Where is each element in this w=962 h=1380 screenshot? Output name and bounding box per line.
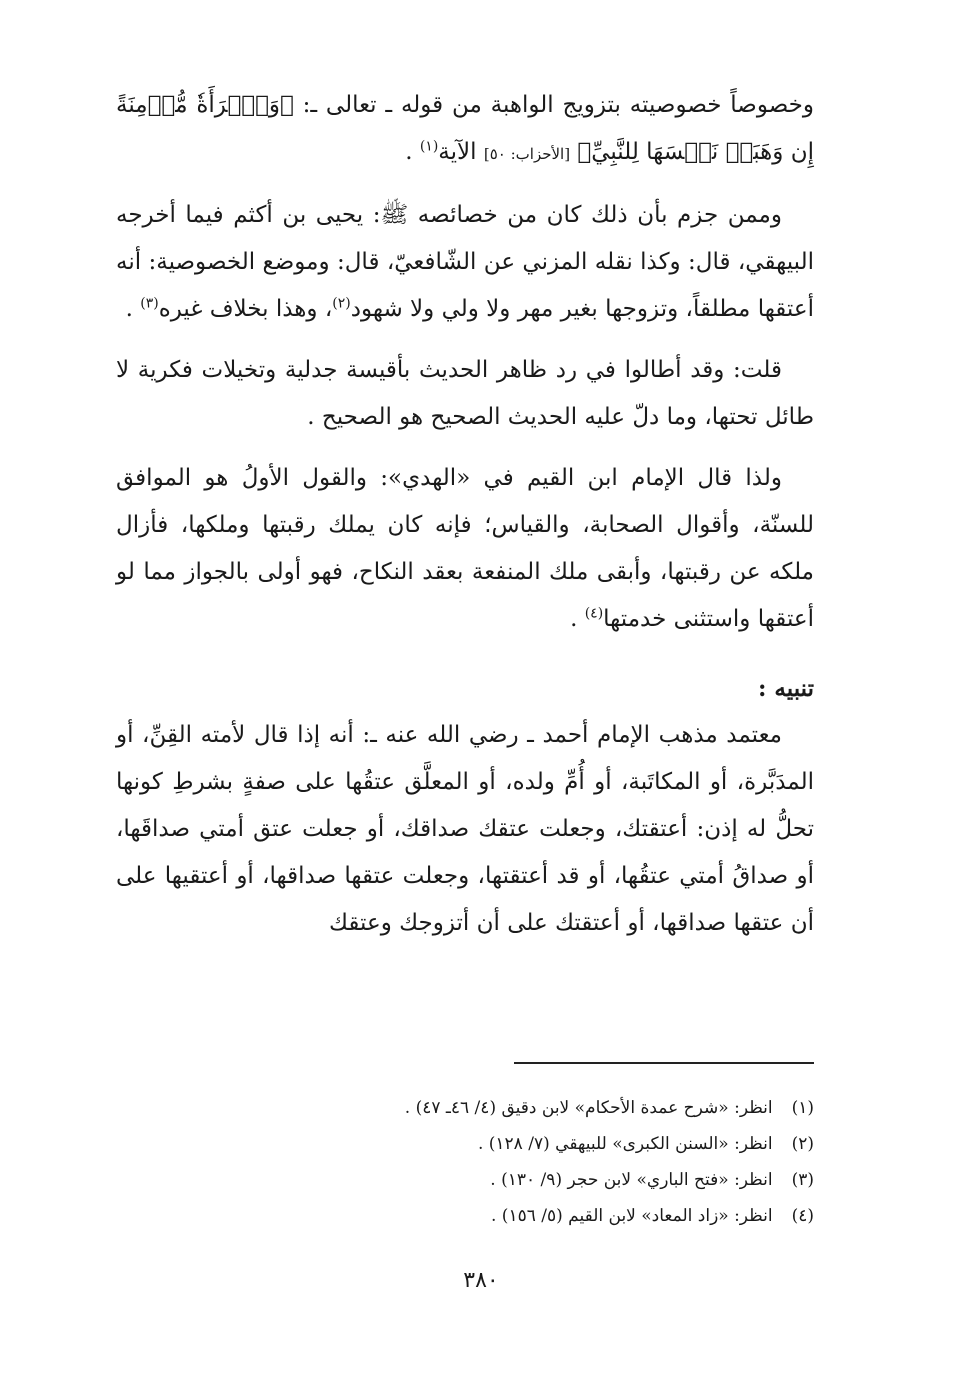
footnote-number: (٤) (791, 1206, 814, 1226)
footnote-number: (١) (791, 1098, 814, 1118)
footnote-marker-4[interactable]: (٤) (584, 605, 604, 622)
paragraph-1-end: . (405, 139, 420, 165)
paragraph-4-end: . (570, 606, 585, 632)
footnote-text: انظر: «شرح عمدة الأحكام» لابن دقيق (٤/ ٤٦ـ ٤٧) . (404, 1098, 773, 1118)
paragraph-2-mid: ، وهذا بخلاف غيره (158, 296, 333, 322)
footnote-4 (300, 1198, 814, 1234)
paragraph-1 (116, 82, 814, 178)
notice-paragraph: معتمد مذهب الإمام أحمد ـ رضي الله عنه ـ: أنه إذا قال لأمته القِنِّ، أو المدَبَّرة، أو المكاتَبة، أو أُمِّ ولده، أو المعلَّق عتقُها على صفةٍ بشرطِ كونها تحلُّ له إذن: أعتقتك، وجعلت عتقك صداقك، أو جعلت عتق أمتي صداقَها، أو صداقُ أمتي عتقُها، أو قد أعتقتها، وجعلت عتقها صداقها، أو أعتقيها على أن عتقها صداقها، أو أعتقتك على أن أتزوجك وعتقك (116, 722, 814, 936)
footnote-number: (٢) (791, 1134, 814, 1154)
footnote-number: (٣) (791, 1170, 814, 1190)
paragraph-1-tail: الآية (438, 139, 484, 165)
footnote-marker-3[interactable]: (٣) (140, 295, 159, 312)
footnote-divider (514, 1062, 814, 1064)
paragraph-4 (116, 455, 814, 643)
footnotes (300, 1090, 814, 1234)
paragraph-4-lead: ولذا قال الإمام ابن القيم في «الهدي»: والقول الأولُ هو الموافق للسنّة، وأقوال الصحابة، والقياس؛ فإنه كان يملك رقبتها وملكها، فأزال ملكه عن رقبتها، وأبقى ملك المنفعة بعقد النكاح، فهو أولى بالجواز مما لو أعتقها واستثنى خدمتها (116, 465, 814, 632)
footnote-text: انظر: «زاد المعاد» لابن القيم (٥/ ١٥٦) . (490, 1206, 773, 1226)
paragraph-2 (116, 192, 814, 333)
footnote-1 (300, 1090, 814, 1126)
paragraph-3: قلت: وقد أطالوا في رد ظاهر الحديث بأقيسة جدلية وتخيلات فكرية لا طائل تحتها، وما دلّ عليه الحديث الصحيح هو الصحيح . (116, 357, 814, 430)
footnote-marker-1[interactable]: (١) (419, 138, 439, 155)
main-text (116, 82, 814, 961)
footnote-marker-2[interactable]: (٢) (332, 295, 351, 312)
paragraph-2-lead: وممن جزم بأن ذلك كان من خصائصه ﷺ: يحيى بن أكثم فيما أخرجه البيهقي، قال: وكذا نقله المزني عن الشّافعيّ، قال: وموضع الخصوصية: أنه أعتقها مطلقاً، وتزوجها بغير مهر ولا ولي ولا شهود (116, 202, 814, 322)
footnote-3 (300, 1162, 814, 1198)
paragraph-2-end: . (125, 296, 141, 322)
footnote-2 (300, 1126, 814, 1162)
notice-heading: تنبيه : (757, 675, 814, 702)
paragraph-1-lead: وخصوصاً خصوصيته بتزويج الواهبة من قوله ـ تعالى ـ: ﴿وَٱمۡرَأَةٗ مُّؤۡمِنَةً إِن وَهَبَتۡ نَفۡسَهَا لِلنَّبِيِّ﴾ (116, 92, 814, 165)
page-number: ٣٨٠ (463, 1268, 499, 1293)
footnote-text: انظر: «السنن الكبرى» للبيهقي (٧/ ١٢٨) . (477, 1134, 773, 1154)
quran-reference: [الأحزاب: ٥٠] (483, 145, 571, 163)
footnote-text: انظر: «فتح الباري» لابن حجر (٩/ ١٣٠) . (490, 1170, 773, 1190)
